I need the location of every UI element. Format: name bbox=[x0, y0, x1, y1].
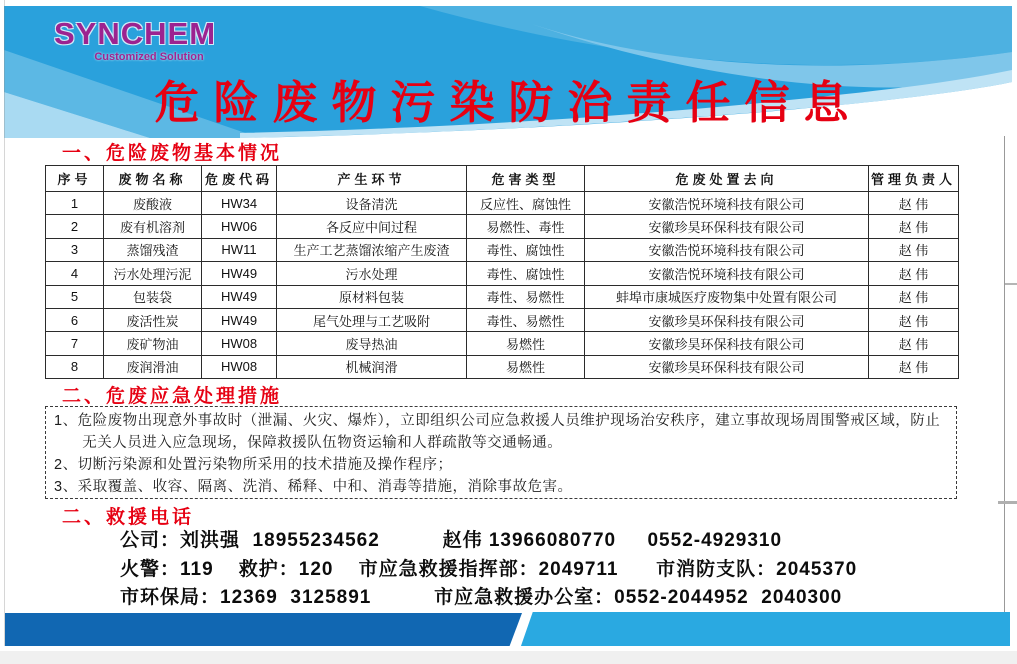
table-cell: 赵 伟 bbox=[869, 192, 959, 215]
table-cell: 赵 伟 bbox=[869, 262, 959, 285]
table-cell: 赵 伟 bbox=[869, 215, 959, 238]
table-cell: 废矿物油 bbox=[104, 332, 202, 355]
table-cell: HW11 bbox=[202, 238, 277, 261]
table-cell: 安徽浩悦环境科技有限公司 bbox=[585, 192, 869, 215]
table-cell: 7 bbox=[46, 332, 104, 355]
background-strip bbox=[0, 651, 1017, 664]
table-cell: 反应性、腐蚀性 bbox=[467, 192, 585, 215]
phone-line: 市环保局：12369 3125891 市应急救援办公室：0552-2044952 2040300 bbox=[120, 587, 843, 608]
synchem-logo bbox=[54, 18, 216, 63]
background-mark bbox=[1005, 283, 1017, 285]
table-cell: 赵 伟 bbox=[869, 238, 959, 261]
section2-heading: 二、危废应急处理措施 bbox=[62, 386, 283, 407]
table-cell: 毒性、腐蚀性 bbox=[467, 238, 585, 261]
table-row bbox=[46, 355, 959, 378]
table-cell: 废导热油 bbox=[277, 332, 467, 355]
table-row bbox=[46, 192, 959, 215]
table-cell: 4 bbox=[46, 262, 104, 285]
table-cell: 废酸液 bbox=[104, 192, 202, 215]
table-cell: 包装袋 bbox=[104, 285, 202, 308]
measure-item: 2、切断污染源和处置污染物所采用的技术措施及操作程序； bbox=[54, 457, 453, 473]
table-cell: 安徽珍昊环保科技有限公司 bbox=[585, 308, 869, 331]
table-cell: 蒸馏残渣 bbox=[104, 238, 202, 261]
table-row bbox=[46, 285, 959, 308]
table-cell: 1 bbox=[46, 192, 104, 215]
table-cell: 赵 伟 bbox=[869, 285, 959, 308]
column-header: 危废代码 bbox=[202, 166, 277, 192]
table-row bbox=[46, 238, 959, 261]
measure-item: 3、采取覆盖、收容、隔离、洗消、稀释、中和、消毒等措施，消除事故危害。 bbox=[54, 479, 573, 495]
section1-heading: 一、危险废物基本情况 bbox=[62, 143, 283, 164]
table-cell: 废活性炭 bbox=[104, 308, 202, 331]
column-header: 危废处置去向 bbox=[585, 166, 869, 192]
logo-tagline: Customized Solution bbox=[94, 51, 204, 63]
table-cell: 污水处理污泥 bbox=[104, 262, 202, 285]
table-cell: 毒性、易燃性 bbox=[467, 285, 585, 308]
table-cell: HW06 bbox=[202, 215, 277, 238]
table-cell: 6 bbox=[46, 308, 104, 331]
table-cell: HW49 bbox=[202, 285, 277, 308]
measures-list bbox=[45, 406, 957, 499]
table-cell: 生产工艺蒸馏浓缩产生废渣 bbox=[277, 238, 467, 261]
section3-heading: 二、救援电话 bbox=[62, 507, 195, 528]
background-mark bbox=[998, 501, 1017, 504]
table-cell: 蚌埠市康城医疗废物集中处置有限公司 bbox=[585, 285, 869, 308]
table-cell: HW49 bbox=[202, 308, 277, 331]
phone-line: 公司：刘洪强 18955234562 赵伟 13966080770 0552-4929310 bbox=[120, 530, 783, 551]
footer-bar-right bbox=[518, 612, 1010, 646]
column-header: 管理负责人 bbox=[869, 166, 959, 192]
logo-name: SYNCHEM bbox=[54, 16, 217, 51]
phone-lines bbox=[120, 527, 980, 613]
footer-bar-left bbox=[5, 613, 522, 646]
measure-item: 1、危险废物出现意外事故时（泄漏、火灾、爆炸），立即组织公司应急救援人员维护现场治安秩序，建立事故现场周围警戒区域，防止无关人员进入应急现场，保障救援队伍物资运输和人群疏散等交通畅通。 bbox=[54, 413, 941, 451]
table-cell: 原材料包装 bbox=[277, 285, 467, 308]
phone-line: 火警：119 救护：120 市应急救援指挥部：2049711 市消防支队：2045370 bbox=[120, 558, 858, 580]
poster-right-edge bbox=[1004, 136, 1005, 612]
table-cell: 3 bbox=[46, 238, 104, 261]
table-cell: 赵 伟 bbox=[869, 332, 959, 355]
column-header: 产生环节 bbox=[277, 166, 467, 192]
table-cell: HW08 bbox=[202, 332, 277, 355]
table-row bbox=[46, 215, 959, 238]
table-cell: 易燃性 bbox=[467, 355, 585, 378]
table-cell: 安徽珍昊环保科技有限公司 bbox=[585, 355, 869, 378]
table-cell: 尾气处理与工艺吸附 bbox=[277, 308, 467, 331]
column-header: 废物名称 bbox=[104, 166, 202, 192]
table-row bbox=[46, 308, 959, 331]
table-cell: 毒性、腐蚀性 bbox=[467, 262, 585, 285]
table-cell: 赵 伟 bbox=[869, 308, 959, 331]
table-cell: 毒性、易燃性 bbox=[467, 308, 585, 331]
table-cell: 易燃性 bbox=[467, 332, 585, 355]
table-cell: 安徽浩悦环境科技有限公司 bbox=[585, 262, 869, 285]
table-cell: HW08 bbox=[202, 355, 277, 378]
table-cell: 废有机溶剂 bbox=[104, 215, 202, 238]
table-cell: 5 bbox=[46, 285, 104, 308]
page-title: 危险废物污染防治责任信息 bbox=[154, 77, 863, 128]
table-cell: 赵 伟 bbox=[869, 355, 959, 378]
table-cell: 机械润滑 bbox=[277, 355, 467, 378]
table-cell: 设备清洗 bbox=[277, 192, 467, 215]
table-cell: 安徽浩悦环境科技有限公司 bbox=[585, 238, 869, 261]
table-cell: 各反应中间过程 bbox=[277, 215, 467, 238]
table-cell: 污水处理 bbox=[277, 262, 467, 285]
column-header: 序号 bbox=[46, 166, 104, 192]
column-header: 危害类型 bbox=[467, 166, 585, 192]
waste-table-body bbox=[46, 192, 959, 379]
table-row bbox=[46, 262, 959, 285]
poster-left-edge bbox=[4, 0, 5, 646]
table-cell: 2 bbox=[46, 215, 104, 238]
table-cell: HW34 bbox=[202, 192, 277, 215]
table-cell: 安徽珍昊环保科技有限公司 bbox=[585, 332, 869, 355]
table-cell: HW49 bbox=[202, 262, 277, 285]
table-row bbox=[46, 332, 959, 355]
waste-info-table bbox=[45, 165, 959, 379]
table-cell: 安徽珍昊环保科技有限公司 bbox=[585, 215, 869, 238]
table-cell: 废润滑油 bbox=[104, 355, 202, 378]
table-cell: 8 bbox=[46, 355, 104, 378]
table-cell: 易燃性、毒性 bbox=[467, 215, 585, 238]
waste-table-header-row bbox=[46, 166, 959, 192]
